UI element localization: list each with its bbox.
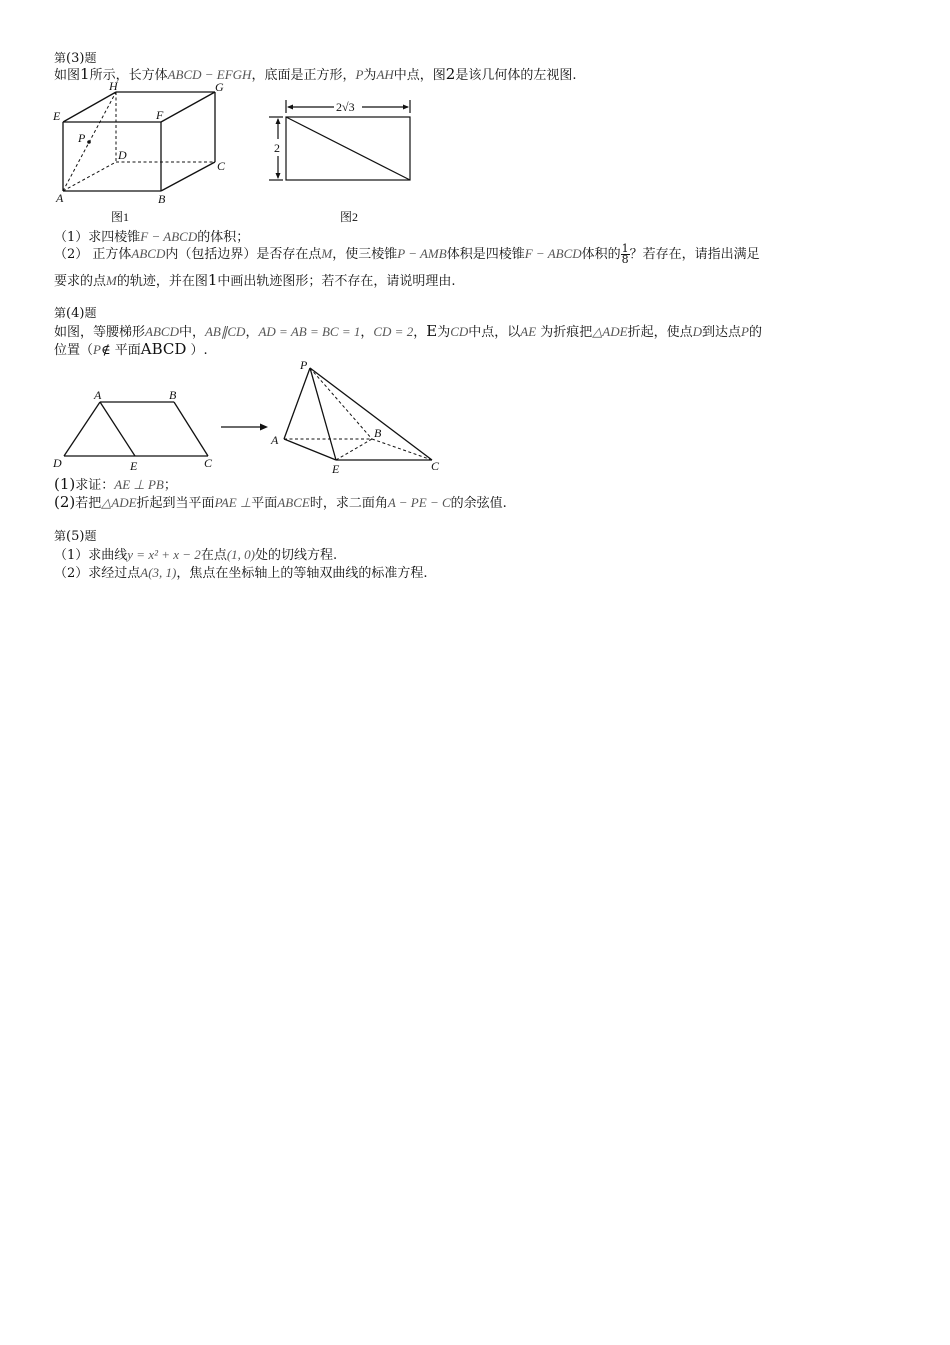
- q3-part2-tail: ？若存在，请指出满足: [629, 247, 760, 262]
- trap-label-E: E: [130, 459, 138, 473]
- text-segment: ，: [413, 325, 427, 340]
- text-segment: 时，求二面角: [309, 496, 388, 511]
- text-segment: 如图: [54, 68, 81, 83]
- fig1-label-F: F: [156, 108, 164, 122]
- text-segment: 中画出轨迹图形；若不存在，请说明理由.: [217, 274, 456, 289]
- q5-number: (5): [66, 529, 85, 544]
- math-expression: M: [106, 273, 117, 288]
- text-segment: ∉ 平面: [100, 343, 141, 358]
- fold-arrow-icon: [220, 420, 270, 434]
- math-expression: CD = 2: [373, 324, 414, 339]
- q4-part1: [54, 476, 177, 494]
- text-segment: 体积是四棱锥: [446, 247, 525, 262]
- math-expression: AD = AB = BC = 1: [258, 324, 361, 339]
- fig1-label-G: G: [215, 80, 224, 94]
- fig1-label-D: D: [118, 148, 127, 162]
- q4-figure-folded-pyramid: [268, 355, 448, 475]
- text-segment: 所示，长方体: [89, 68, 168, 83]
- math-expression: D: [692, 324, 702, 339]
- q4-number: (4): [66, 306, 85, 321]
- fig2-height-label: 2: [274, 141, 280, 155]
- text-segment: 的余弦值.: [450, 496, 507, 511]
- fig1-label-A: A: [56, 191, 64, 205]
- fig1-label-C: C: [217, 159, 226, 173]
- text-segment: （1）求曲线: [54, 548, 128, 563]
- text-segment: 为: [437, 325, 451, 340]
- text-segment: ，焦点在坐标轴上的等轴双曲线的标准方程.: [176, 566, 428, 581]
- q4-figure-trapezoid: [50, 385, 220, 475]
- math-expression: P: [741, 324, 749, 339]
- q3-header-prefix: 第: [54, 51, 67, 65]
- q3-part2-text: [54, 247, 621, 262]
- math-expression: P: [355, 67, 364, 82]
- text-segment: ）.: [186, 343, 208, 358]
- text-segment: （2） 正方体: [54, 247, 132, 262]
- fig1-label-H: H: [109, 79, 118, 93]
- pyr-label-A: A: [271, 433, 279, 447]
- text-segment: 中点，以: [468, 325, 521, 340]
- text-segment: ；: [163, 478, 177, 493]
- q5-header-suffix: 题: [84, 529, 97, 543]
- q3-figure2-side-view: [268, 96, 418, 186]
- text-segment: 中，: [178, 325, 205, 340]
- text-segment: ABCD: [140, 340, 187, 358]
- text-segment: 要求的点: [54, 274, 107, 289]
- text-segment: 体积的: [581, 247, 621, 262]
- math-expression: △ADE: [592, 324, 628, 339]
- trap-label-C: C: [204, 456, 213, 470]
- text-segment: 为: [363, 68, 377, 83]
- text-segment: 1: [207, 271, 218, 289]
- q5-part1: [54, 546, 337, 564]
- pyr-label-E: E: [332, 462, 340, 476]
- math-expression: ABCD: [145, 324, 179, 339]
- math-expression: AB∥CD: [204, 324, 246, 339]
- q5-header: [54, 528, 96, 545]
- fig2-caption: 图2: [340, 210, 359, 224]
- q5-part2: [54, 564, 428, 582]
- math-expression: CD: [450, 324, 469, 339]
- math-expression: AE: [520, 324, 537, 339]
- fraction-one-eighth: [621, 244, 630, 265]
- text-segment: 为折痕把: [536, 325, 593, 340]
- fig1-label-P: P: [78, 131, 86, 145]
- math-expression: P: [93, 342, 101, 357]
- q3-header-suffix: 题: [84, 51, 97, 65]
- q4-header: [54, 305, 96, 322]
- pyr-label-C: C: [431, 459, 440, 473]
- text-segment: 位置（: [54, 343, 94, 358]
- q4-intro-line2: [54, 341, 208, 359]
- text-segment: 的: [748, 325, 762, 340]
- text-segment: (2): [54, 493, 76, 511]
- text-segment: 在点: [200, 548, 227, 563]
- math-expression: y = x² + x − 2: [127, 547, 201, 562]
- text-segment: 折起到当平面: [136, 496, 215, 511]
- math-expression: ABCD − EFGH: [167, 67, 252, 82]
- fig1-label-E: E: [53, 109, 61, 123]
- q3-part2-line1: [54, 244, 760, 265]
- q4-part2: [54, 494, 507, 512]
- text-segment: ，使三棱锥: [332, 247, 398, 262]
- trap-label-A: A: [94, 388, 102, 402]
- math-expression: A(3, 1): [140, 565, 177, 580]
- text-segment: 折起，使点: [627, 325, 693, 340]
- q3-number: (3): [66, 51, 85, 66]
- trap-label-D: D: [53, 456, 62, 470]
- text-segment: 2: [445, 65, 456, 83]
- text-segment: 如图，等腰梯形: [54, 325, 146, 340]
- pyr-label-B: B: [374, 426, 382, 440]
- math-expression: F − ABCD: [140, 229, 198, 244]
- q3-header: [54, 50, 96, 67]
- math-expression: ABCD: [131, 246, 166, 261]
- text-segment: E: [426, 322, 438, 340]
- math-expression: M: [321, 246, 333, 261]
- text-segment: (1): [54, 475, 76, 493]
- text-segment: 内（包括边界）是否存在点: [165, 247, 322, 262]
- fig1-label-B: B: [158, 192, 166, 206]
- text-segment: 若把: [75, 496, 102, 511]
- text-segment: ，: [245, 325, 259, 340]
- fig2-width-label: 2√3: [336, 100, 355, 114]
- text-segment: 中点，图: [393, 68, 446, 83]
- q4-intro-line1: [54, 323, 762, 341]
- math-expression: AH: [376, 67, 394, 82]
- q5-header-prefix: 第: [54, 529, 67, 543]
- fig1-caption: 图1: [111, 210, 130, 224]
- text-segment: 平面: [251, 496, 278, 511]
- text-segment: 1: [80, 65, 90, 83]
- math-expression: AE ⊥ PB: [114, 477, 164, 492]
- text-segment: 的轨迹，并在图: [116, 274, 208, 289]
- text-segment: 到达点: [702, 325, 742, 340]
- q4-header-suffix: 题: [84, 306, 97, 320]
- q3-figure1-cuboid: [50, 80, 240, 210]
- text-segment: 求证：: [75, 478, 115, 493]
- q4-header-prefix: 第: [54, 306, 67, 320]
- text-segment: 的体积；: [197, 230, 250, 245]
- fraction-numerator: 1: [621, 242, 629, 255]
- math-expression: F − ABCD: [524, 246, 582, 261]
- math-expression: PAE ⊥: [214, 495, 252, 510]
- text-segment: 处的切线方程.: [255, 548, 338, 563]
- trap-label-B: B: [169, 388, 177, 402]
- text-segment: （1）求四棱锥: [54, 230, 141, 245]
- pyr-label-P: P: [300, 358, 308, 372]
- math-expression: (1, 0): [226, 547, 255, 562]
- text-segment: 是该几何体的左视图.: [455, 68, 577, 83]
- text-segment: ，底面是正方形，: [251, 68, 356, 83]
- math-expression: △ADE: [101, 495, 137, 510]
- fraction-denominator: 8: [621, 253, 629, 266]
- q3-part2-line2: [54, 272, 456, 290]
- math-expression: P − AMB: [397, 246, 447, 261]
- math-expression: ABCE: [277, 495, 310, 510]
- math-expression: A − PE − C: [387, 495, 451, 510]
- text-segment: （2）求经过点: [54, 566, 141, 581]
- text-segment: ，: [360, 325, 374, 340]
